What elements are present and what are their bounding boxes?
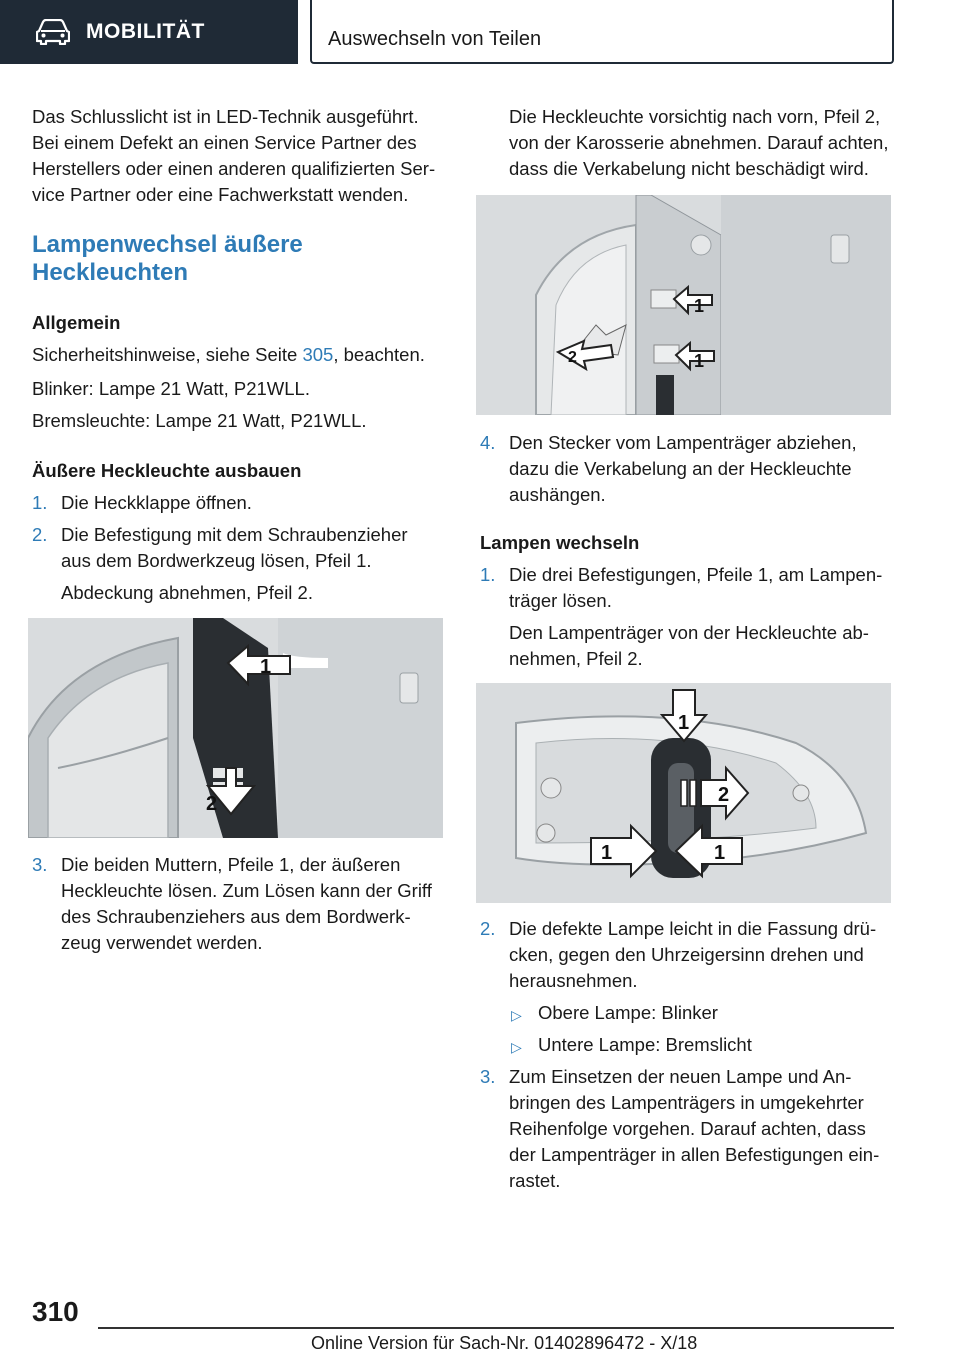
continued-text: Die Heckleuchte vorsichtig nach vorn, Pfeil 2,	[509, 106, 881, 127]
arrow-label: 1	[714, 842, 726, 864]
arrow-label: 1	[260, 656, 272, 678]
step-text: Heckleuchte lösen. Zum Lösen kann der Griff	[61, 880, 432, 901]
step-text: Zum Einsetzen der neuen Lampe und An‐	[509, 1066, 852, 1087]
step-text: Die beiden Muttern, Pfeile 1, der äußeren	[61, 854, 401, 875]
footer-note: Online Version für Sach-Nr. 01402896472 - X/18	[311, 1333, 698, 1353]
step-text: Die Heckklappe öffnen.	[61, 492, 252, 513]
step-number: 1.	[480, 564, 496, 585]
intro-line: vice Partner oder eine Fachwerkstatt wenden.	[32, 184, 409, 205]
step-text: des Schraubenziehers aus dem Bordwerk‐	[61, 906, 411, 927]
step-number: 2.	[32, 524, 48, 545]
car-icon	[36, 19, 70, 45]
figure-illustration	[476, 195, 891, 415]
step-text: nehmen, Pfeil 2.	[509, 648, 643, 669]
step-text: Reihenfolge vorgehen. Darauf achten, dass	[509, 1118, 866, 1139]
arrow-label: 2	[568, 349, 577, 366]
continued-text: dass die Verkabelung nicht beschädigt wird.	[509, 158, 869, 179]
arrow-label: 1	[678, 712, 690, 734]
page-link[interactable]: 305	[302, 344, 334, 365]
brake-spec: Bremsleuchte: Lampe 21 Watt, P21WLL.	[32, 410, 367, 431]
intro-line: Das Schlusslicht ist in LED-Technik ausgeführt.	[32, 106, 419, 127]
arrow-label: 1	[601, 842, 613, 864]
step-text: herausnehmen.	[509, 970, 638, 991]
safety-note: Sicherheitshinweise, siehe Seite 305, beachten.	[32, 344, 425, 365]
step-number: 3.	[480, 1066, 496, 1087]
step-text: Den Stecker vom Lampenträger abziehen,	[509, 432, 857, 453]
chapter-header	[310, 0, 894, 64]
step-text: Die defekte Lampe leicht in die Fassung drü‐	[509, 918, 877, 939]
bullet-triangle-icon: ▷	[511, 1007, 522, 1023]
arrow-label: 2	[206, 793, 218, 815]
blinker-spec: Blinker: Lampe 21 Watt, P21WLL.	[32, 378, 310, 399]
step-text: dazu die Verkabelung an der Heckleuchte	[509, 458, 852, 479]
step-number: 2.	[480, 918, 496, 939]
bullet-triangle-icon: ▷	[511, 1039, 522, 1055]
section-title: MOBILITÄT	[86, 20, 205, 43]
step-text: Den Lampenträger von der Heckleuchte ab‐	[509, 622, 869, 643]
intro-line: Bei einem Defekt an einen Service Partner des	[32, 132, 417, 153]
arrow-label: 2	[718, 784, 730, 806]
footer-divider	[98, 1327, 894, 1329]
step-text: Abdeckung abnehmen, Pfeil 2.	[61, 582, 313, 603]
step-text: zeug verwendet werden.	[61, 932, 263, 953]
chapter-title: Auswechseln von Teilen	[328, 28, 542, 50]
step-text: Die Befestigung mit dem Schraubenzieher	[61, 524, 408, 545]
bullet-text: Untere Lampe: Bremslicht	[538, 1034, 752, 1055]
figure-illustration	[476, 683, 891, 903]
arrow-label: 1	[694, 351, 705, 371]
figure-tail-light-cover	[28, 618, 443, 838]
figure-lamp-carrier	[476, 683, 891, 903]
step-text: aus dem Bordwerkzeug lösen, Pfeil 1.	[61, 550, 372, 571]
step-text: bringen des Lampenträgers in umgekehrter	[509, 1092, 864, 1113]
arrow-label: 1	[694, 296, 705, 316]
section-tab[interactable]	[0, 0, 298, 64]
continued-text: von der Karosserie abnehmen. Darauf achten,	[509, 132, 889, 153]
step-text: rastet.	[509, 1170, 561, 1191]
bullet-text: Obere Lampe: Blinker	[538, 1002, 718, 1023]
step-text: träger lösen.	[509, 590, 612, 611]
step-text: aushängen.	[509, 484, 606, 505]
step-number: 3.	[32, 854, 48, 875]
section-heading: Lampenwechsel äußere	[32, 231, 303, 258]
intro-line: Herstellers oder einen anderen qualifizierten Ser‐	[32, 158, 436, 179]
figure-illustration	[28, 618, 443, 838]
subheading-general: Allgemein	[32, 312, 121, 333]
step-text: Die drei Befestigungen, Pfeile 1, am Lampen‐	[509, 564, 883, 585]
step-number: 1.	[32, 492, 48, 513]
step-number: 4.	[480, 432, 496, 453]
step-text: cken, gegen den Uhrzeigersinn drehen und	[509, 944, 864, 965]
section-heading: Heckleuchten	[32, 259, 189, 286]
subheading-change: Lampen wechseln	[480, 532, 640, 553]
figure-tail-light-removal	[476, 195, 891, 415]
subheading-remove: Äußere Heckleuchte ausbauen	[32, 460, 302, 481]
step-text: der Lampenträger in allen Befestigungen ein‐	[509, 1144, 880, 1165]
page-number: 310	[32, 1296, 79, 1327]
